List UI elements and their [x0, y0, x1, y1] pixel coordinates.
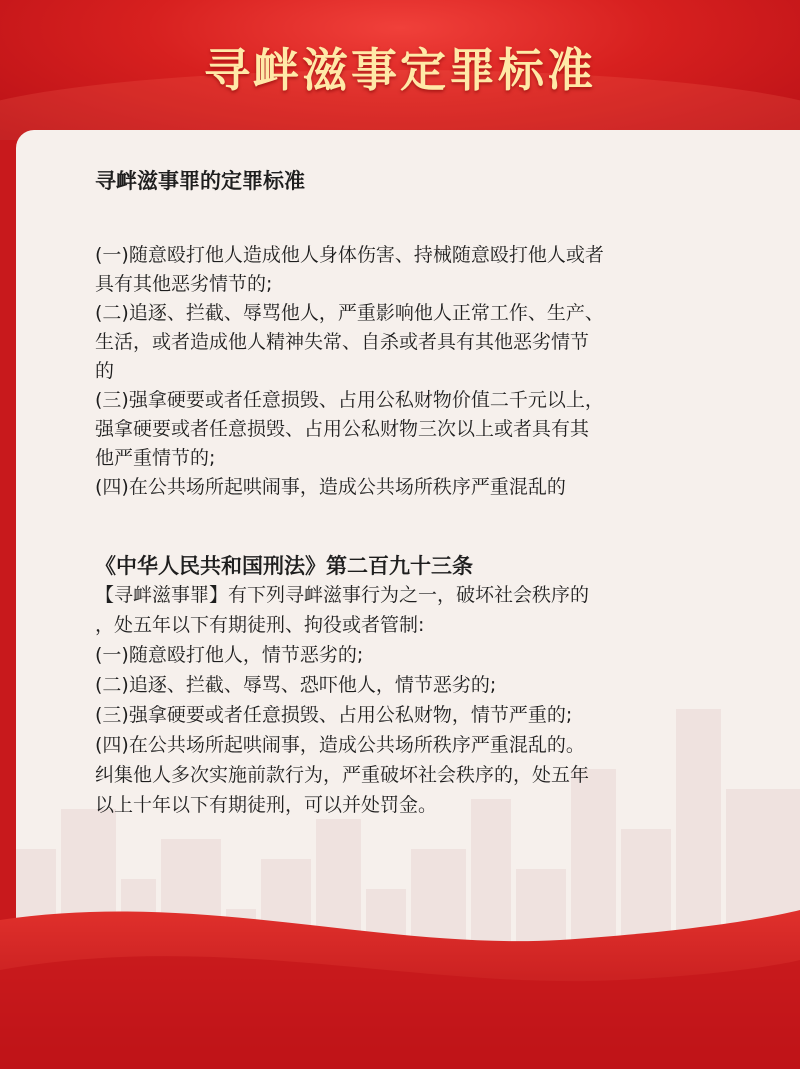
section-criteria — [95, 165, 715, 502]
law-line: (四)在公共场所起哄闹事，造成公共场所秩序严重混乱的。 — [95, 734, 585, 756]
law-line: 【寻衅滋事罪】有下列寻衅滋事行为之一，破坏社会秩序的 — [95, 584, 590, 606]
law-line: 以上十年以下有期徒刑，可以并处罚金。 — [95, 794, 438, 816]
law-line: 纠集他人多次实施前款行为，严重破坏社会秩序的，处五年 — [95, 764, 590, 786]
law-line: (三)强拿硬要或者任意损毁、占用公私财物，情节严重的; — [95, 704, 573, 726]
law-line: ，处五年以下有期徒刑、拘役或者管制: — [95, 614, 425, 636]
criteria-line: (三)强拿硬要或者任意损毁、占用公私财物价值二千元以上， — [95, 389, 604, 411]
criteria-line: (一)随意殴打他人造成他人身体伤害、持械随意殴打他人或者 — [95, 244, 604, 266]
section-law-heading: 《中华人民共和国刑法》第二百九十三条 — [95, 554, 473, 578]
section-law — [95, 580, 715, 820]
section-criteria-heading: 寻衅滋事罪的定罪标准 — [95, 169, 305, 193]
criteria-line: 具有其他恶劣情节的; — [95, 273, 273, 295]
criteria-line: 的 — [95, 360, 115, 382]
law-line: (二)追逐、拦截、辱骂、恐吓他人，情节恶劣的; — [95, 674, 497, 696]
criteria-line: (二)追逐、拦截、辱骂他人，严重影响他人正常工作、生产、 — [95, 302, 604, 324]
page-title: 寻衅滋事定罪标准 — [204, 43, 596, 97]
criteria-line: (四)在公共场所起哄闹事，造成公共场所秩序严重混乱的 — [95, 476, 566, 498]
header-banner — [0, 0, 800, 140]
law-line: (一)随意殴打他人，情节恶劣的; — [95, 644, 364, 666]
criteria-line: 生活，或者造成他人精神失常、自杀或者具有其他恶劣情节 — [95, 331, 590, 353]
criteria-line: 他严重情节的; — [95, 447, 216, 469]
bottom-red-wave-decoration — [0, 880, 800, 1069]
criteria-line: 强拿硬要或者任意损毁、占用公私财物三次以上或者具有其 — [95, 418, 590, 440]
